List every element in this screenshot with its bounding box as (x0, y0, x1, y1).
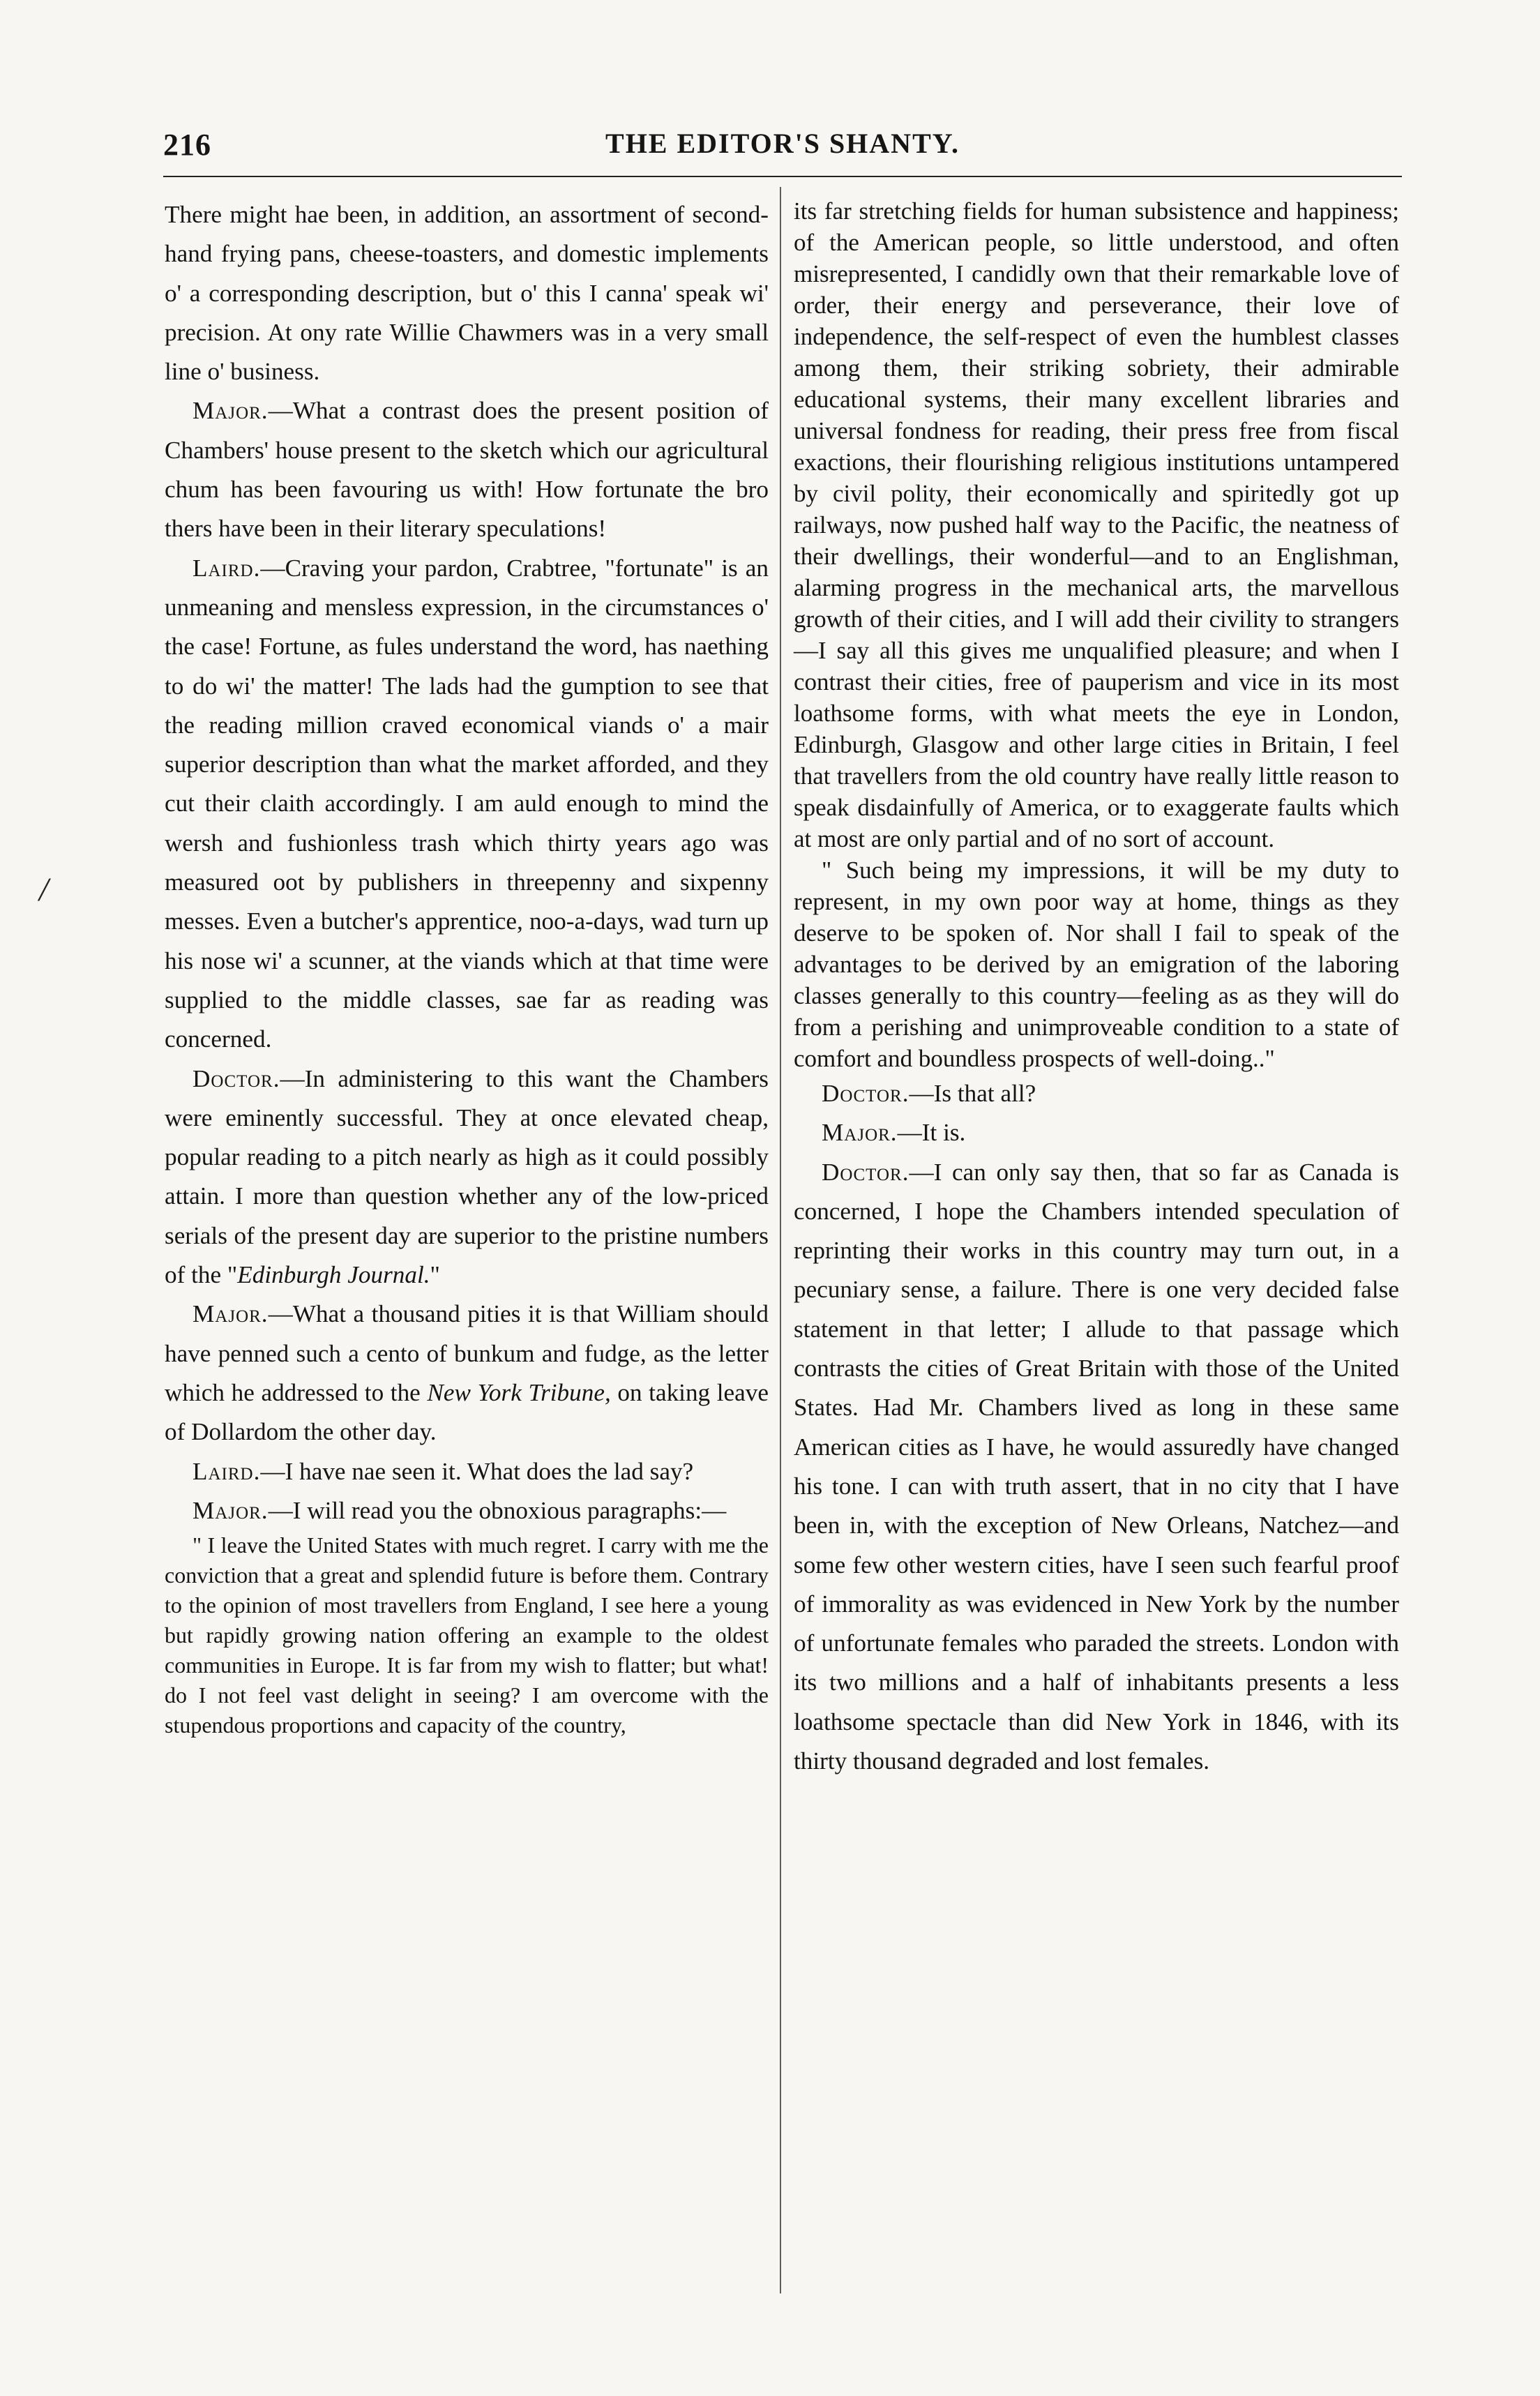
column-divider (780, 187, 781, 2293)
speaker-name: Doctor. (822, 1080, 909, 1107)
dialogue-text: —What a thousand pities it is that William should have penned such a cento of bunkum and fudge, as the letter which he addressed to the (165, 1300, 769, 1406)
speaker-name: Major. (192, 1300, 269, 1328)
speaker-name: Doctor. (192, 1064, 280, 1092)
running-title: THE EDITOR'S SHANTY. (605, 128, 960, 159)
newspaper-title: New York Tribune, (427, 1378, 611, 1406)
dialogue-text: —Craving your pardon, Crabtree, "fortunate" is an unmeaning and mensless expression, in the circumstances o' the case! Fortune, as fules understand the word, has naething to do wi' the matter! The lads had the gumption to see that the reading million craved economical viands o' a mair superior description than what the market afforded, and they cut their claith accordingly. I am auld enough to mind the wersh and fushionless trash which thirty years ago was measured oot by publishers in threepenny and sixpenny messes. Even a butcher's apprentice, noo-a-days, wad turn up his nose wi' a scunner, at the viands which at that time were supplied to the middle classes, sae far as reading was concerned. (165, 554, 769, 1053)
dialogue-text-end: on taking leave of Dollardom the other day. (165, 1378, 769, 1446)
dialogue-text: —Is that all? (909, 1080, 1036, 1107)
dialogue-text: —I can only say then, that so far as Canada is concerned, I hope the Chambers intended speculation of reprinting their works in this country may turn out, in a pecuniary sense, a failure. There is one very decided false statement in that letter; I allude to that passage which contrasts the cities of Great Britain with those of the United States. Had Mr. Chambers lived as long in these same American cities as I have, he would assuredly have changed his tone. I can with truth assert, that in no city that I have been in, with the exception of New Orleans, Natchez—and some few other western cities, have I seen such fearful proof of immorality as was evidenced in New York by the number of unfortunate females who paraded the streets. London with its two millions and a half of inhabitants presents a less loathsome spectacle than did New York in 1846, with its thirty thousand degraded and lost females. (794, 1158, 1399, 1775)
dialogue-paragraph (794, 1074, 1399, 1113)
dialogue-paragraph (165, 1491, 769, 1530)
dialogue-paragraph (165, 1060, 769, 1295)
dialogue-paragraph (165, 1295, 769, 1452)
dialogue-paragraph (794, 1153, 1399, 1781)
quoted-letter: " I leave the United States with much regret. I carry with me the conviction that a great and splendid future is before them. Contrary to the opinion of most travellers from England, I see here a young but rapidly growing nation offering an example to the oldest communities in Europe. It is far from my wish to flatter; but what! do I not feel vast delight in seeing? I am overcome with the stupendous proportions and capacity of the country, (165, 1532, 769, 1738)
dialogue-text: —It is. (897, 1119, 966, 1147)
page-number: 216 (163, 128, 211, 162)
header-rule (163, 176, 1402, 177)
dialogue-paragraph (165, 549, 769, 1060)
speaker-name: Major. (822, 1119, 898, 1147)
speaker-name: Major. (192, 1496, 269, 1524)
quoted-letter: " Such being my impressions, it will be my duty to represent, in my own poor way at home, things as they deserve to be spoken of. Nor shall I fail to speak of the advantages to be derived by an emigration of the laboring classes generally to this country—feeling as as they will do from a perishing and unimproveable condition to a state of comfort and boundless prospects of well-doing.." (794, 857, 1399, 1072)
left-column (165, 195, 769, 1740)
speaker-name: Major. (192, 397, 269, 425)
dialogue-text: —In administering to this want the Chambers were eminently successful. They at once elevated cheap, popular reading to a pitch nearly as high as it could possibly attain. I more than question whether any of the low-priced serials of the present day are superior to the pristine numbers of the " (165, 1064, 769, 1289)
page-header (163, 127, 1402, 163)
journal-title: Edinburgh Journal. (237, 1261, 430, 1289)
speaker-name: Laird. (192, 554, 261, 582)
dialogue-paragraph (165, 1452, 769, 1491)
margin-mark: / (39, 871, 49, 908)
dialogue-text-end: " (430, 1261, 440, 1289)
dialogue-paragraph (794, 1113, 1399, 1152)
speaker-name: Laird. (192, 1457, 261, 1485)
dialogue-text: —What a contrast does the present position of Chambers' house present to the sketch which our agricultural chum has been favouring us with! How fortunate the bro thers have been in their literary speculations! (165, 397, 769, 543)
dialogue-text: —I have nae seen it. What does the lad say? (260, 1457, 694, 1485)
paragraph: There might hae been, in addition, an assortment of second-hand frying pans, cheese-toasters, and domestic implements o' a corresponding description, but o' this I canna' speak wi' precision. At ony rate Willie Chawmers was in a very small line o' business. (165, 201, 769, 386)
right-column (794, 195, 1399, 1781)
quoted-letter: its far stretching fields for human subsistence and happiness; of the American people, so little understood, and often misrepresented, I candidly own that their remarkable love of order, their energy and perseverance, their love of independence, the self-respect of even the humblest classes among them, their striking sobriety, their admirable educational systems, their many excellent libraries and universal fondness for reading, their press free from fiscal exactions, their flourishing religious institutions untampered by civil polity, their economically and spiritedly got up railways, now pushed half way to the Pacific, the neatness of their dwellings, their wonderful—and to an Englishman, alarming progress in the mechanical arts, the marvellous growth of their cities, and I will add their civility to strangers—I say all this gives me unqualified pleasure; and when I contrast their cities, free of pauperism and vice in its most loathsome forms, with what meets the eye in London, Edinburgh, Glasgow and other large cities in Britain, I feel that travellers from the old country have really little reason to speak disdainfully of America, or to exaggerate faults which at most are only partial and of no sort of account. (794, 197, 1399, 852)
dialogue-text: —I will read you the obnoxious paragraphs:— (268, 1496, 727, 1524)
dialogue-paragraph (165, 391, 769, 548)
speaker-name: Doctor. (822, 1158, 909, 1186)
